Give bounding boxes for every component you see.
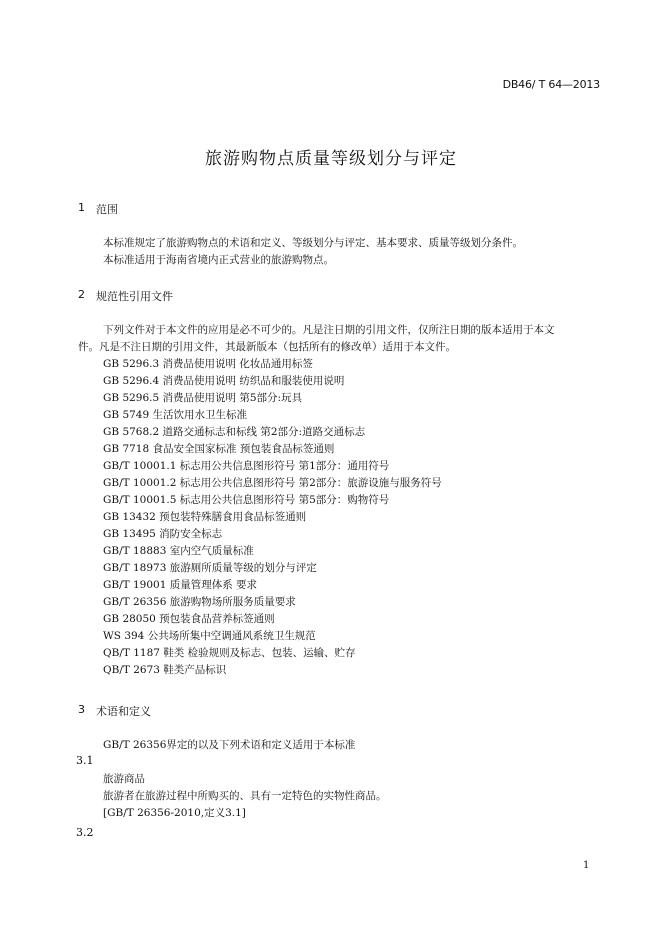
subclause-number: 3.1 bbox=[76, 754, 94, 767]
reference-item: WS 394 公共场所集中空调通风系统卫生规范 bbox=[103, 630, 316, 642]
reference-item: GB/T 26356 旅游购物场所服务质量要求 bbox=[103, 596, 296, 608]
section-label: 范围 bbox=[96, 203, 118, 216]
page-number: 1 bbox=[583, 860, 590, 871]
section-heading-scope bbox=[78, 201, 378, 217]
term: 旅游商品 bbox=[103, 773, 145, 785]
section-number: 1 bbox=[78, 201, 85, 214]
reference-item: GB 13432 预包装特殊膳食用食品标签通则 bbox=[103, 511, 307, 523]
definition: 旅游者在旅游过程中所购买的、具有一定特色的实物性商品。 bbox=[103, 790, 387, 802]
document-code: DB46/ T 64—2013 bbox=[502, 78, 600, 91]
reference-item: GB 5296.5 消费品使用说明 第5部分:玩具 bbox=[103, 392, 303, 404]
reference-item: GB 5296.3 消费品使用说明 化妆品通用标签 bbox=[103, 358, 313, 370]
reference-item: GB/T 10001.1 标志用公共信息图形符号 第1部分：通用符号 bbox=[103, 460, 390, 472]
paragraph: 件。凡是不注日期的引用文件，其最新版本（包括所有的修改单）适用于本文件。 bbox=[78, 341, 456, 353]
reference-item: GB 7718 食品安全国家标准 预包装食品标签通则 bbox=[103, 443, 335, 455]
reference-item: GB 13495 消防安全标志 bbox=[103, 528, 223, 540]
reference-item: GB/T 10001.5 标志用公共信息图形符号 第5部分：购物符号 bbox=[103, 494, 390, 506]
section-number: 2 bbox=[78, 288, 85, 301]
definition-source: [GB/T 26356-2010,定义3.1] bbox=[103, 807, 246, 819]
section-label: 规范性引用文件 bbox=[96, 290, 173, 303]
paragraph: 本标准规定了旅游购物点的术语和定义、等级划分与评定、基本要求、质量等级划分条件。 bbox=[103, 237, 523, 249]
section-heading-normative-references bbox=[78, 288, 378, 304]
paragraph: 本标准适用于海南省境内正式营业的旅游购物点。 bbox=[103, 254, 334, 266]
reference-item: QB/T 2673 鞋类产品标识 bbox=[103, 664, 227, 676]
reference-item: QB/T 1187 鞋类 检验规则及标志、包装、运输、贮存 bbox=[103, 647, 356, 659]
subclause-number: 3.2 bbox=[76, 826, 94, 839]
reference-item: GB/T 18883 室内空气质量标准 bbox=[103, 545, 254, 557]
reference-item: GB 28050 预包装食品营养标签通则 bbox=[103, 613, 275, 625]
reference-item: GB 5749 生活饮用水卫生标准 bbox=[103, 409, 248, 421]
paragraph: GB/T 26356界定的以及下列术语和定义适用于本标准 bbox=[103, 739, 356, 751]
section-number: 3 bbox=[78, 703, 85, 716]
reference-item: GB 5296.4 消费品使用说明 纺织品和服装使用说明 bbox=[103, 375, 345, 387]
reference-item: GB/T 19001 质量管理体系 要求 bbox=[103, 579, 258, 591]
section-label: 术语和定义 bbox=[96, 705, 151, 718]
document-title: 旅游购物点质量等级划分与评定 bbox=[205, 149, 457, 169]
reference-item: GB 5768.2 道路交通标志和标线 第2部分:道路交通标志 bbox=[103, 426, 366, 438]
paragraph: 下列文件对于本文件的应用是必不可少的。凡是注日期的引用文件，仅所注日期的版本适用于本文 bbox=[103, 324, 555, 336]
reference-item: GB/T 18973 旅游厕所质量等级的划分与评定 bbox=[103, 562, 317, 574]
reference-item: GB/T 10001.2 标志用公共信息图形符号 第2部分：旅游设施与服务符号 bbox=[103, 477, 442, 489]
section-heading-terms-definitions bbox=[78, 703, 378, 719]
